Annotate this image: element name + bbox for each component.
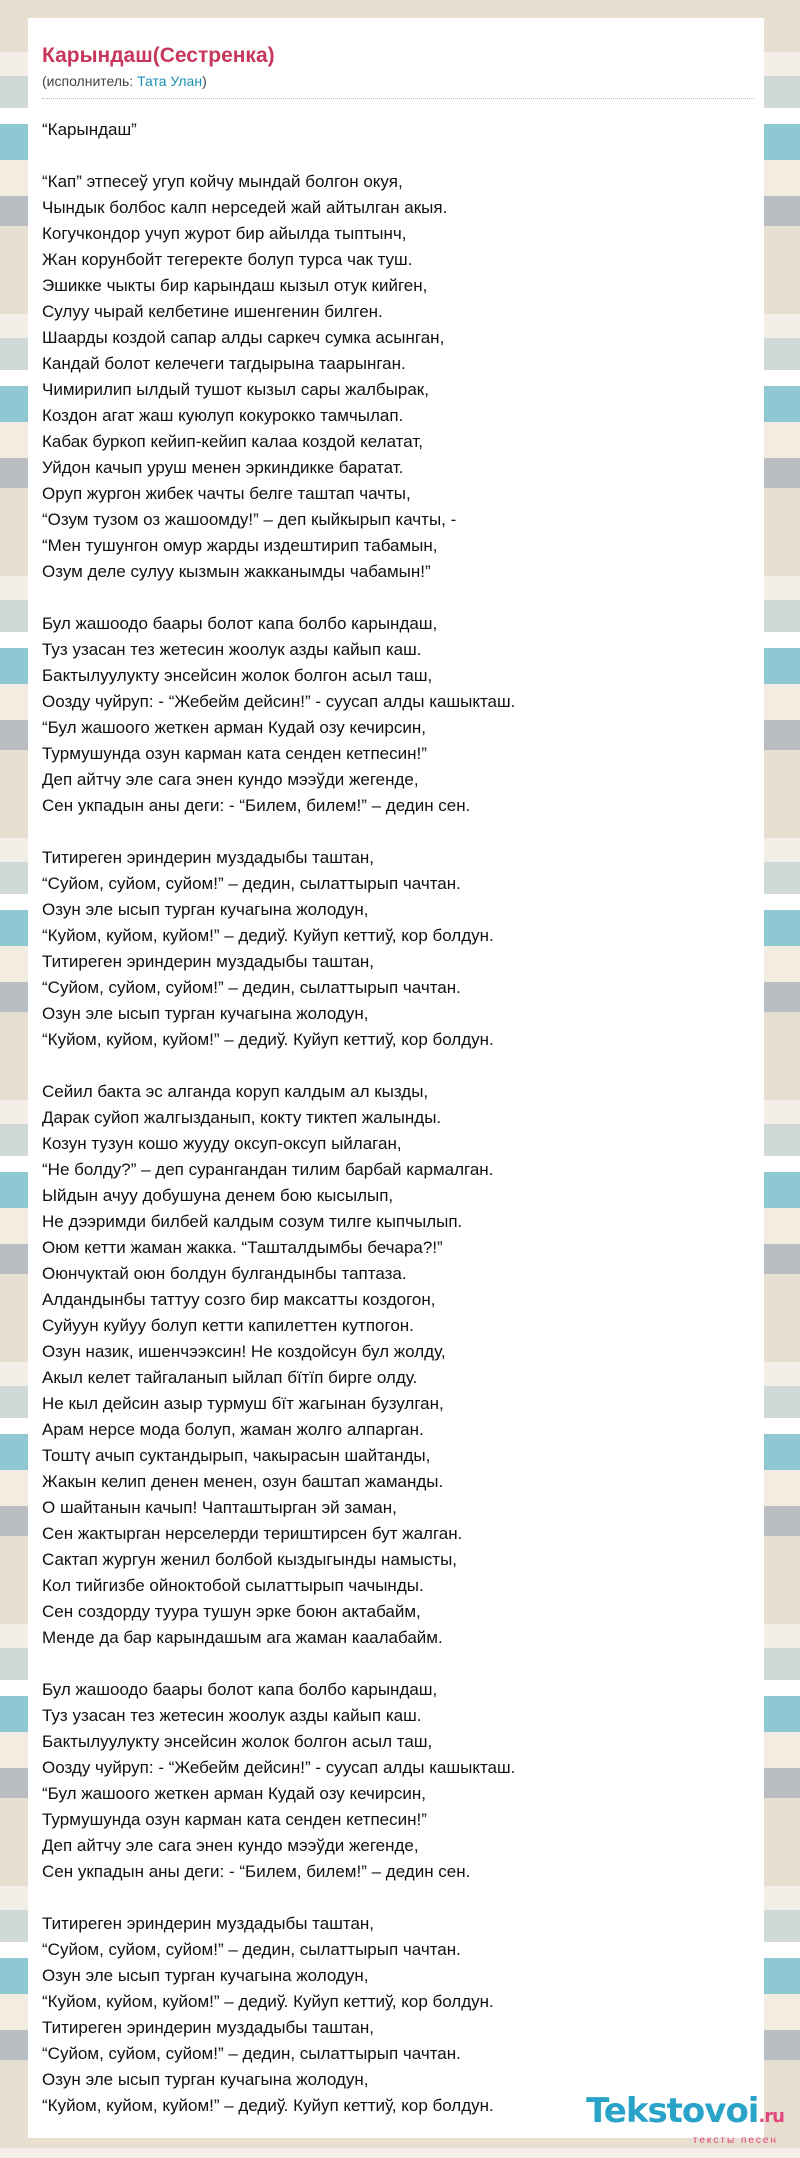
lyric-line: Бактылуулукту энсейсин жолок болгон асыл таш, [42, 666, 433, 685]
lyric-line: Сейил бакта эс алганда коруп калдым ал кызды, [42, 1082, 429, 1101]
lyric-line [42, 143, 740, 169]
lyric-line: “Бул жашоого жеткен арман Кудай озу кечирсин, [42, 1784, 426, 1803]
lyric-line: Озун эле ысып турган кучагына жолодун, [42, 2070, 369, 2089]
lyric-line: Шаарды коздой сапар алды саркеч сумка асынган, [42, 328, 445, 347]
divider [42, 98, 754, 99]
lyric-line: О шайтанын качып! Чапташтырган эй заман, [42, 1498, 397, 1517]
lyric-line: Кабак буркоп кейип-кейип калаа коздой келатат, [42, 432, 423, 451]
lyric-line: Оюнчуктай оюн болдун булгандынбы таптаза. [42, 1264, 407, 1283]
lyric-line: Алдандынбы таттуу созго бир максатты коздогон, [42, 1290, 436, 1309]
lyric-line: Жакын келип денен менен, озун баштап жаманды. [42, 1472, 444, 1491]
artist-suffix: ) [202, 73, 207, 89]
lyric-line: Сен укпадын аны деги: - “Билем, билем!” – дедин сен. [42, 1862, 471, 1881]
lyric-line: “Карындаш” [42, 120, 137, 139]
lyric-line: Чимирилип ылдый тушот кызыл сары жалбырак, [42, 380, 429, 399]
lyric-line: Менде да бар карындашым ага жаман каалабайм. [42, 1628, 443, 1647]
lyric-line: Турмушунда озун карман ката сенден кетпесин!” [42, 744, 427, 763]
lyric-line: Дарак суйоп жалгызданып, кокту тиктеп жалынды. [42, 1108, 442, 1127]
logo-tagline: тексты песен [692, 2135, 778, 2146]
lyric-line: Не кыл дейсин азыр турмуш бїт жагынан бузулган, [42, 1394, 444, 1413]
lyric-line: “Куйом, куйом, куйом!” – дедиў. Куйуп кеттиў, кор болдун. [42, 2096, 494, 2115]
lyric-line: Ыйдын ачуу добушуна денем бою кысылып, [42, 1186, 394, 1205]
lyric-line: Сактап жургун женил болбой кыздыгынды намысты, [42, 1550, 458, 1569]
lyric-line: Озун эле ысып турган кучагына жолодун, [42, 1966, 369, 1985]
lyric-line: Озун эле ысып турган кучагына жолодун, [42, 1004, 369, 1023]
lyric-line: Туз узасан тез жетесин жоолук азды кайып каш. [42, 640, 422, 659]
artist-line [42, 72, 740, 90]
lyric-line: Сен жактырган нерселерди териштирсен бут жалган. [42, 1524, 463, 1543]
lyric-line: Чындык болбос калп нерседей жай айтылган акыя. [42, 198, 448, 217]
lyric-line: “Не болду?” – деп сурангандан тилим барбай кармалган. [42, 1160, 494, 1179]
lyric-line [42, 1053, 740, 1079]
lyric-line: Сулуу чырай келбетине ишенгенин билген. [42, 302, 383, 321]
artist-link[interactable]: Тата Улан [137, 73, 203, 89]
lyric-line: Титиреген эриндерин муздадыбы таштан, [42, 1914, 375, 1933]
lyric-line: “Куйом, куйом, куйом!” – дедиў. Куйуп кеттиў, кор болдун. [42, 1030, 494, 1049]
lyric-line [42, 1651, 740, 1677]
lyric-line: “Куйом, куйом, куйом!” – дедиў. Куйуп кеттиў, кор болдун. [42, 1992, 494, 2011]
lyric-line: Туз узасан тез жетесин жоолук азды кайып каш. [42, 1706, 422, 1725]
lyrics-text [42, 117, 740, 2119]
lyric-line: Озум деле сулуу кызмын жакканымды чабамын!” [42, 562, 431, 581]
lyric-line: “Суйом, суйом, суйом!” – дедин, сылаттырып чачтан. [42, 2044, 461, 2063]
lyric-line: “Суйом, суйом, суйом!” – дедин, сылаттырып чачтан. [42, 978, 461, 997]
lyric-line: Козун тузун кошо жууду оксуп-оксуп ыйлаган, [42, 1134, 402, 1153]
lyric-line: “Суйом, суйом, суйом!” – дедин, сылаттырып чачтан. [42, 874, 461, 893]
lyric-line: Уйдон качып уруш менен эркиндикке баратат. [42, 458, 404, 477]
lyric-line: Жан корунбойт тегеректе болуп турса чак туш. [42, 250, 413, 269]
lyric-line: “Мен тушунгон омур жарды издештирип табамын, [42, 536, 438, 555]
lyric-line [42, 819, 740, 845]
lyric-line: Сен создорду туура тушун эрке боюн актабайм, [42, 1602, 421, 1621]
lyric-line: Оозду чуйруп: - “Жебейм дейсин!” - суусап алды кашыкташ. [42, 1758, 516, 1777]
lyrics-card [28, 18, 764, 2138]
lyric-line: Коздон агат жаш куюлуп кокурокко тамчылап. [42, 406, 404, 425]
lyric-line: Оозду чуйруп: - “Жебейм дейсин!” - суусап алды кашыкташ. [42, 692, 516, 711]
lyric-line: Бул жашоодо баары болот капа болбо карындаш, [42, 1680, 438, 1699]
lyric-line: “Кап” этпесеў угуп койчу мындай болгон окуя, [42, 172, 403, 191]
lyric-line: “Куйом, куйом, куйом!” – дедиў. Куйуп кеттиў, кор болдун. [42, 926, 494, 945]
lyric-line: Бактылуулукту энсейсин жолок болгон асыл таш, [42, 1732, 433, 1751]
lyric-line: Оруп жургон жибек чачты белге таштап чачты, [42, 484, 411, 503]
lyric-line: Акыл келет тайгаланып ыйлап бїтїп бирге олду. [42, 1368, 418, 1387]
lyric-line [42, 585, 740, 611]
lyric-line: Тоштү ачып суктандырып, чакырасын шайтанды, [42, 1446, 431, 1465]
site-logo[interactable] [586, 2093, 784, 2146]
lyric-line: Кол тийгизбе ойноктобой сылаттырып чачынды. [42, 1576, 424, 1595]
lyric-line: Турмушунда озун карман ката сенден кетпесин!” [42, 1810, 427, 1829]
lyric-line: Бул жашоодо баары болот капа болбо карындаш, [42, 614, 438, 633]
lyric-line: Озун назик, ишенчээксин! Не коздойсун бул жолду, [42, 1342, 446, 1361]
logo-text: Tekstovoi [586, 2091, 759, 2131]
lyric-line: Деп айтчу эле сага энен кундо мээўди жегенде, [42, 1836, 419, 1855]
lyric-line: Суйуун куйуу болуп кетти капилеттен кутпогон. [42, 1316, 414, 1335]
lyric-line: Сен укпадын аны деги: - “Билем, билем!” – дедин сен. [42, 796, 471, 815]
logo-domain: .ru [758, 2106, 784, 2127]
lyric-line: “Суйом, суйом, суйом!” – дедин, сылаттырып чачтан. [42, 1940, 461, 1959]
lyric-line: Титиреген эриндерин муздадыбы таштан, [42, 952, 375, 971]
lyric-line: Титиреген эриндерин муздадыбы таштан, [42, 848, 375, 867]
lyric-line: Оюм кетти жаман жакка. “Ташталдымбы бечара?!” [42, 1238, 443, 1257]
lyric-line: Эшикке чыкты бир карындаш кызыл отук кийген, [42, 276, 428, 295]
artist-prefix: (исполнитель: [42, 73, 138, 89]
lyric-line: Озун эле ысып турган кучагына жолодун, [42, 900, 369, 919]
lyric-line: Арам нерсе мода болуп, жаман жолго алпарган. [42, 1420, 424, 1439]
lyric-line: Когучкондор учуп журот бир айылда тыптынч, [42, 224, 407, 243]
lyric-line: “Бул жашоого жеткен арман Кудай озу кечирсин, [42, 718, 426, 737]
lyric-line: Кандай болот келечеги тагдырына таарынган. [42, 354, 406, 373]
lyric-line: Не дээримди билбей калдым созум тилге кыпчылып. [42, 1212, 463, 1231]
lyric-line: “Озум тузом оз жашоомду!” – деп кыйкырып качты, - [42, 510, 457, 529]
lyric-line: Деп айтчу эле сага энен кундо мээўди жегенде, [42, 770, 419, 789]
song-title: Карындаш(Сестренка) [42, 44, 275, 67]
lyric-line [42, 1885, 740, 1911]
lyric-line: Титиреген эриндерин муздадыбы таштан, [42, 2018, 375, 2037]
